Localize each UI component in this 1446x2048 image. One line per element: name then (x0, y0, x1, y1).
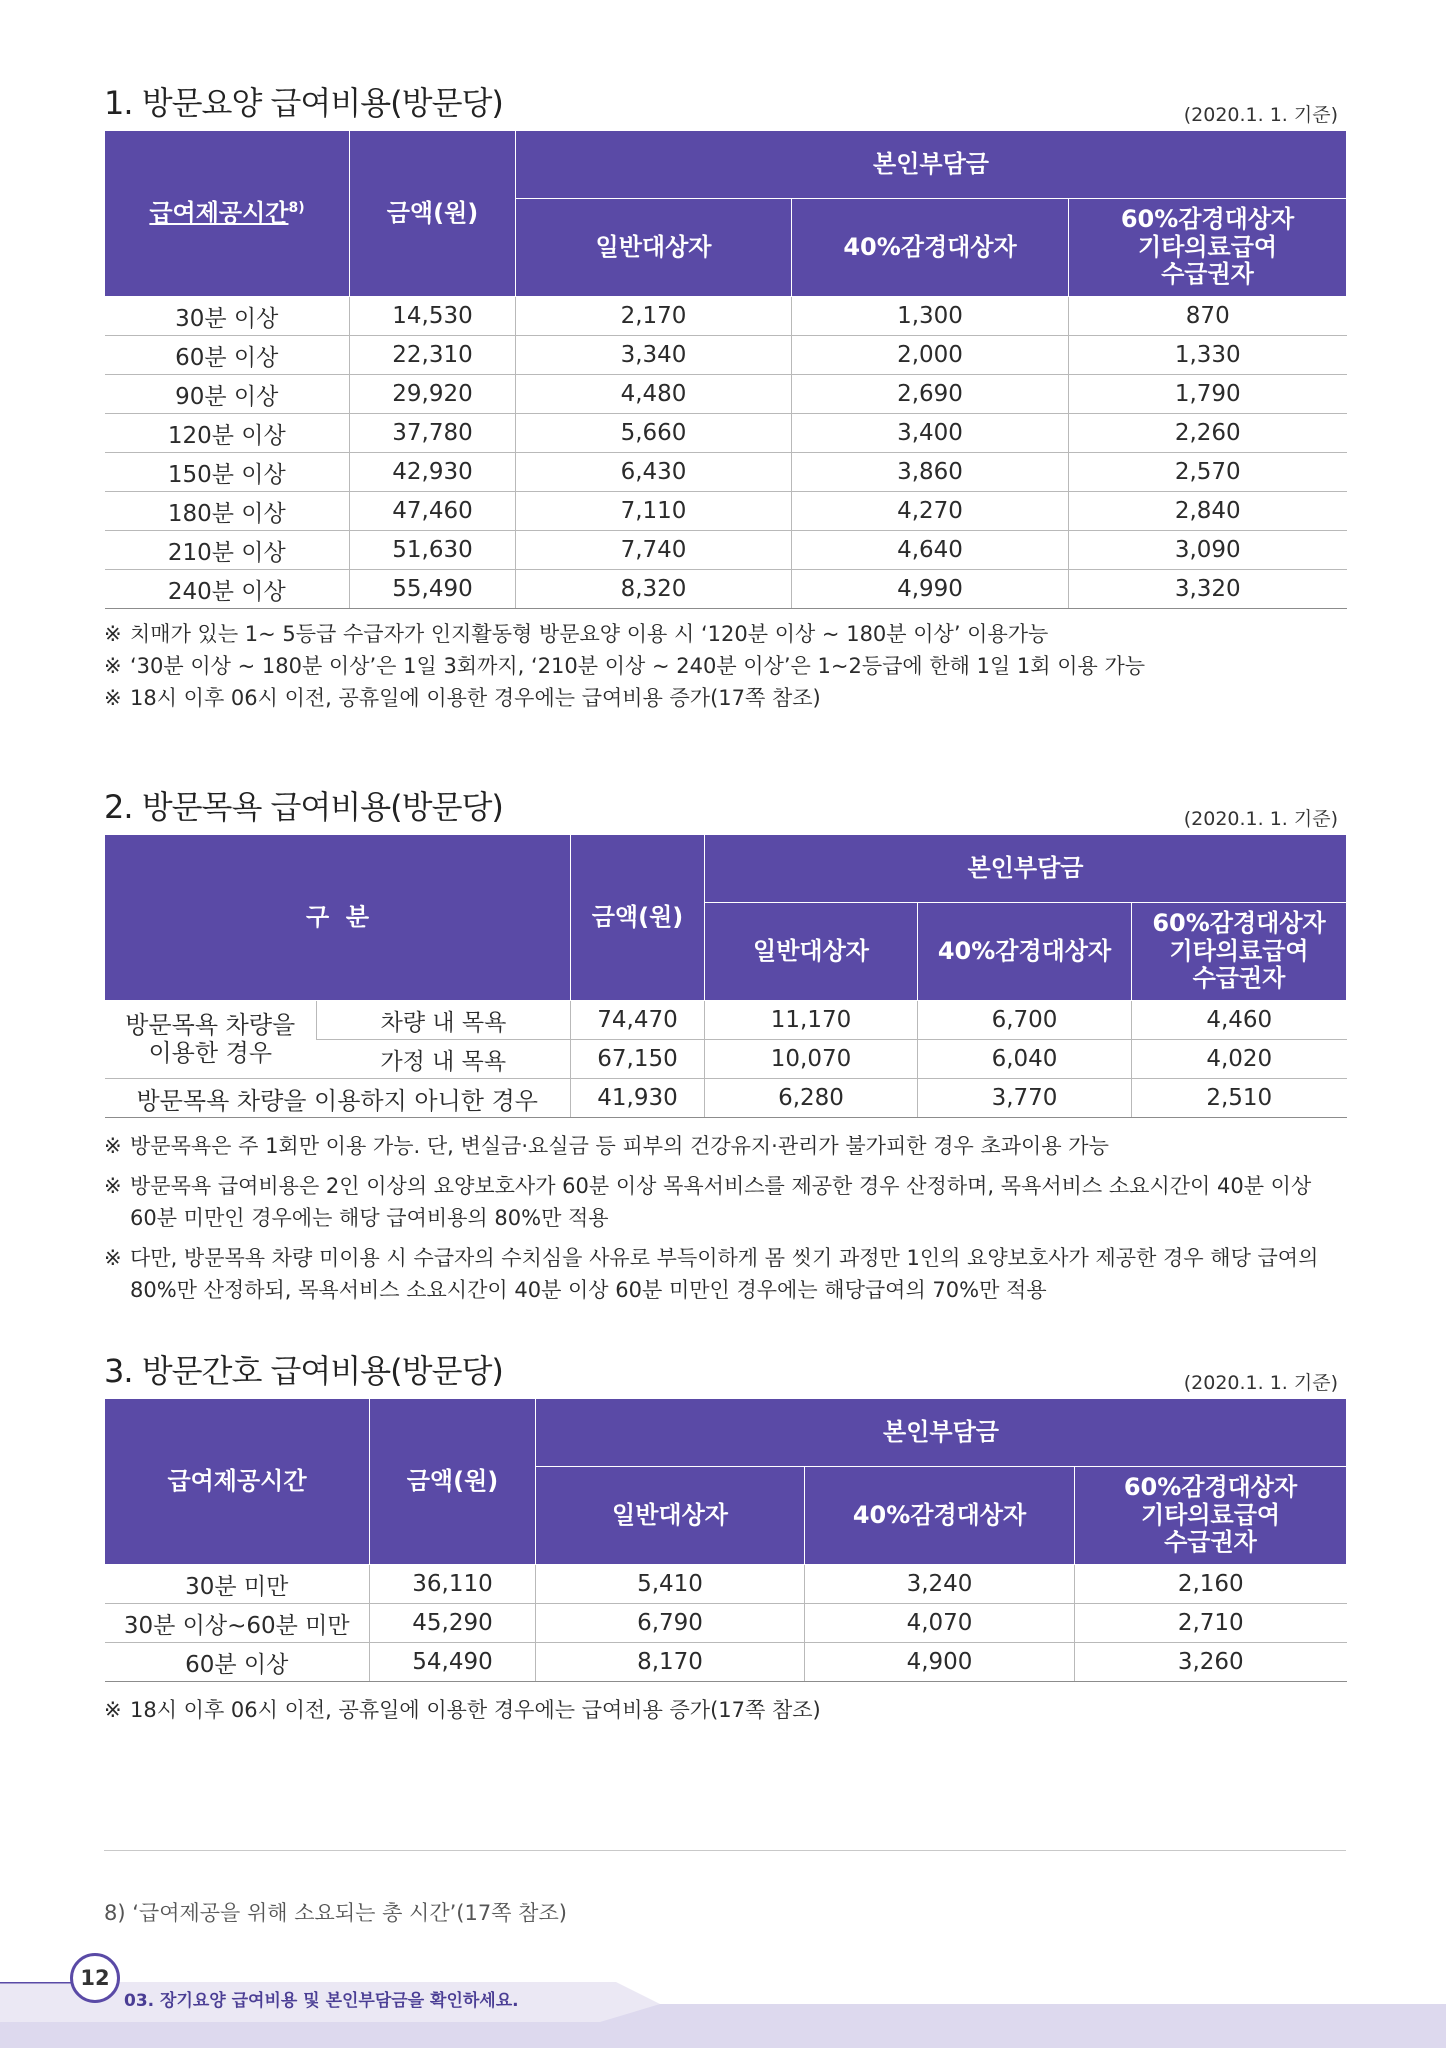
cell-reduced-60: 2,510 (1132, 1079, 1347, 1118)
footnote-ref: 8) (288, 199, 305, 216)
cell-general: 8,170 (536, 1643, 805, 1682)
section-title: 3. 방문간호 급여비용(방문당) (104, 1352, 503, 1390)
note-mark: ※ (104, 1174, 122, 1198)
footnote-divider (104, 1850, 1346, 1851)
footnote: 8) ‘급여제공을 위해 소요되는 총 시간’(17쪽 참조) (104, 1901, 567, 1925)
nursing-table (104, 1398, 1347, 1682)
header-reduced-40: 40%감경대상자 (805, 1467, 1075, 1565)
header-service-time (105, 131, 350, 297)
table-row (105, 1001, 1347, 1040)
cell-reduced-60: 3,090 (1069, 531, 1347, 570)
cell-reduced-40: 2,000 (792, 336, 1069, 375)
header-amount: 금액(원) (571, 835, 705, 1001)
cell-reduced-40: 6,040 (918, 1040, 1132, 1079)
cell-amount: 55,490 (350, 570, 516, 609)
table-row (105, 453, 1347, 492)
cell-amount: 37,780 (350, 414, 516, 453)
reference-date: (2020.1. 1. 기준) (1183, 808, 1338, 830)
reference-date: (2020.1. 1. 기준) (1183, 104, 1338, 126)
cell-general: 7,740 (516, 531, 792, 570)
table-row (105, 297, 1347, 336)
cell-time: 30분 이상~60분 미만 (105, 1604, 370, 1643)
note (104, 1242, 1344, 1306)
cell-amount: 54,490 (370, 1643, 536, 1682)
cell-amount: 67,150 (571, 1040, 705, 1079)
cell-general: 10,070 (705, 1040, 918, 1079)
table-row (105, 1604, 1347, 1643)
cell-reduced-60: 2,710 (1075, 1604, 1347, 1643)
note-mark: ※ (104, 1246, 122, 1270)
note-text: 다만, 방문목욕 차량 미이용 시 수급자의 수치심을 사유로 부득이하게 몸 씻기 과정만 1인의 요양보호사가 제공한 경우 해당 급여의 80%만 산정하되, 목욕서비스 소요시간이 40분 이상 60분 미만인 경우에는 해당급여의 70%만 적용 (130, 1246, 1319, 1302)
cell-reduced-40: 3,240 (805, 1565, 1075, 1604)
note-mark: ※ (104, 1698, 122, 1722)
cell-general: 6,280 (705, 1079, 918, 1118)
cell-time: 120분 이상 (105, 414, 350, 453)
table-row (105, 1079, 1347, 1118)
table-row (105, 570, 1347, 609)
note-mark: ※ (104, 686, 122, 710)
note-mark: ※ (104, 654, 122, 678)
note (104, 1130, 1344, 1162)
cell-reduced-60: 4,020 (1132, 1040, 1347, 1079)
cell-reduced-40: 6,700 (918, 1001, 1132, 1040)
cell-general: 5,410 (536, 1565, 805, 1604)
header-reduced-60: 60%감경대상자 기타의료급여 수급권자 (1075, 1467, 1347, 1565)
table-row (105, 492, 1347, 531)
cell-general: 6,430 (516, 453, 792, 492)
cell-reduced-40: 4,270 (792, 492, 1069, 531)
cell-reduced-60: 2,260 (1069, 414, 1347, 453)
header-reduced-60: 60%감경대상자 기타의료급여 수급권자 (1069, 199, 1347, 297)
cell-time: 60분 이상 (105, 1643, 370, 1682)
cell-general: 4,480 (516, 375, 792, 414)
cell-amount: 51,630 (350, 531, 516, 570)
cell-amount: 47,460 (350, 492, 516, 531)
header-service-time: 급여제공시간 (105, 1399, 370, 1565)
cell-general: 11,170 (705, 1001, 918, 1040)
cell-amount: 74,470 (571, 1001, 705, 1040)
cell-general: 6,790 (536, 1604, 805, 1643)
cell-no-vehicle: 방문목욕 차량을 이용하지 아니한 경우 (105, 1079, 571, 1118)
section-home-care (104, 78, 1346, 718)
table-row (105, 1643, 1347, 1682)
note-text: 18시 이후 06시 이전, 공휴일에 이용한 경우에는 급여비용 증가(17쪽 참조) (130, 1698, 821, 1722)
cell-amount: 41,930 (571, 1079, 705, 1118)
cell-reduced-40: 4,070 (805, 1604, 1075, 1643)
cell-reduced-40: 3,860 (792, 453, 1069, 492)
header-general: 일반대상자 (705, 903, 918, 1001)
cell-amount: 29,920 (350, 375, 516, 414)
notes (104, 618, 1344, 714)
cell-reduced-60: 2,570 (1069, 453, 1347, 492)
note-text: 18시 이후 06시 이전, 공휴일에 이용한 경우에는 급여비용 증가(17쪽 참조) (130, 686, 821, 710)
cell-reduced-40: 4,900 (805, 1643, 1075, 1682)
cell-amount: 36,110 (370, 1565, 536, 1604)
cell-time: 30분 미만 (105, 1565, 370, 1604)
chapter-title: 03. 장기요양 급여비용 및 본인부담금을 확인하세요. (124, 1991, 519, 2011)
cell-time: 240분 이상 (105, 570, 350, 609)
note-mark: ※ (104, 622, 122, 646)
notes (104, 1130, 1344, 1306)
header-amount: 금액(원) (350, 131, 516, 297)
cell-amount: 14,530 (350, 297, 516, 336)
cell-general: 2,170 (516, 297, 792, 336)
cell-general: 8,320 (516, 570, 792, 609)
page-number: 12 (70, 1953, 120, 2003)
cell-reduced-60: 2,160 (1075, 1565, 1347, 1604)
section-bathing (104, 782, 1346, 1322)
note (104, 1170, 1344, 1234)
section-title: 2. 방문목욕 급여비용(방문당) (104, 788, 503, 826)
cell-reduced-60: 4,460 (1132, 1001, 1347, 1040)
cell-time: 210분 이상 (105, 531, 350, 570)
header-general: 일반대상자 (516, 199, 792, 297)
cell-general: 3,340 (516, 336, 792, 375)
table-row (105, 531, 1347, 570)
note-text: 치매가 있는 1~ 5등급 수급자가 인지활동형 방문요양 이용 시 ‘120분 이상 ~ 180분 이상’ 이용가능 (130, 622, 1049, 646)
table-row (105, 375, 1347, 414)
header-amount: 금액(원) (370, 1399, 536, 1565)
cell-reduced-60: 870 (1069, 297, 1347, 336)
cell-sub-category: 차량 내 목욕 (317, 1001, 571, 1040)
cell-time: 30분 이상 (105, 297, 350, 336)
cell-reduced-40: 4,990 (792, 570, 1069, 609)
cell-reduced-60: 3,320 (1069, 570, 1347, 609)
cell-amount: 42,930 (350, 453, 516, 492)
note (104, 650, 1344, 682)
reference-date: (2020.1. 1. 기준) (1183, 1372, 1338, 1394)
cell-reduced-40: 1,300 (792, 297, 1069, 336)
home-care-table (104, 130, 1347, 609)
header-general: 일반대상자 (536, 1467, 805, 1565)
header-reduced-60: 60%감경대상자 기타의료급여 수급권자 (1132, 903, 1347, 1001)
cell-reduced-40: 3,770 (918, 1079, 1132, 1118)
header-category: 구 분 (105, 835, 571, 1001)
cell-vehicle-group: 방문목욕 차량을 이용한 경우 (105, 1001, 317, 1079)
cell-time: 180분 이상 (105, 492, 350, 531)
header-reduced-40: 40%감경대상자 (792, 199, 1069, 297)
note-text: 방문목욕은 주 1회만 이용 가능. 단, 변실금·요실금 등 피부의 건강유지·관리가 불가피한 경우 초과이용 가능 (130, 1134, 1109, 1158)
table-row (105, 1565, 1347, 1604)
cell-amount: 22,310 (350, 336, 516, 375)
cell-reduced-60: 1,330 (1069, 336, 1347, 375)
note-text: 방문목욕 급여비용은 2인 이상의 요양보호사가 60분 이상 목욕서비스를 제공한 경우 산정하며, 목욕서비스 소요시간이 40분 이상 60분 미만인 경우에는 해당 급여비용의 80%만 적용 (130, 1174, 1312, 1230)
section-nursing (104, 1346, 1346, 1746)
note (104, 682, 1344, 714)
table-row (105, 336, 1347, 375)
header-service-time-label: 급여제공시간 (149, 198, 289, 227)
header-copay: 본인부담금 (536, 1399, 1347, 1467)
cell-time: 60분 이상 (105, 336, 350, 375)
cell-sub-category: 가정 내 목욕 (317, 1040, 571, 1079)
note (104, 618, 1344, 650)
header-copay: 본인부담금 (516, 131, 1347, 199)
cell-amount: 45,290 (370, 1604, 536, 1643)
cell-time: 150분 이상 (105, 453, 350, 492)
header-copay: 본인부담금 (705, 835, 1347, 903)
table-row (105, 414, 1347, 453)
note (104, 1694, 1344, 1726)
note-mark: ※ (104, 1134, 122, 1158)
cell-reduced-60: 3,260 (1075, 1643, 1347, 1682)
note-text: ‘30분 이상 ~ 180분 이상’은 1일 3회까지, ‘210분 이상 ~ 240분 이상’은 1~2등급에 한해 1일 1회 이용 가능 (130, 654, 1146, 678)
section-title: 1. 방문요양 급여비용(방문당) (104, 84, 503, 122)
cell-time: 90분 이상 (105, 375, 350, 414)
cell-reduced-40: 4,640 (792, 531, 1069, 570)
notes (104, 1694, 1344, 1726)
cell-reduced-40: 2,690 (792, 375, 1069, 414)
cell-reduced-60: 2,840 (1069, 492, 1347, 531)
cell-reduced-40: 3,400 (792, 414, 1069, 453)
header-reduced-40: 40%감경대상자 (918, 903, 1132, 1001)
cell-reduced-60: 1,790 (1069, 375, 1347, 414)
cell-general: 5,660 (516, 414, 792, 453)
bathing-table (104, 834, 1347, 1118)
cell-general: 7,110 (516, 492, 792, 531)
